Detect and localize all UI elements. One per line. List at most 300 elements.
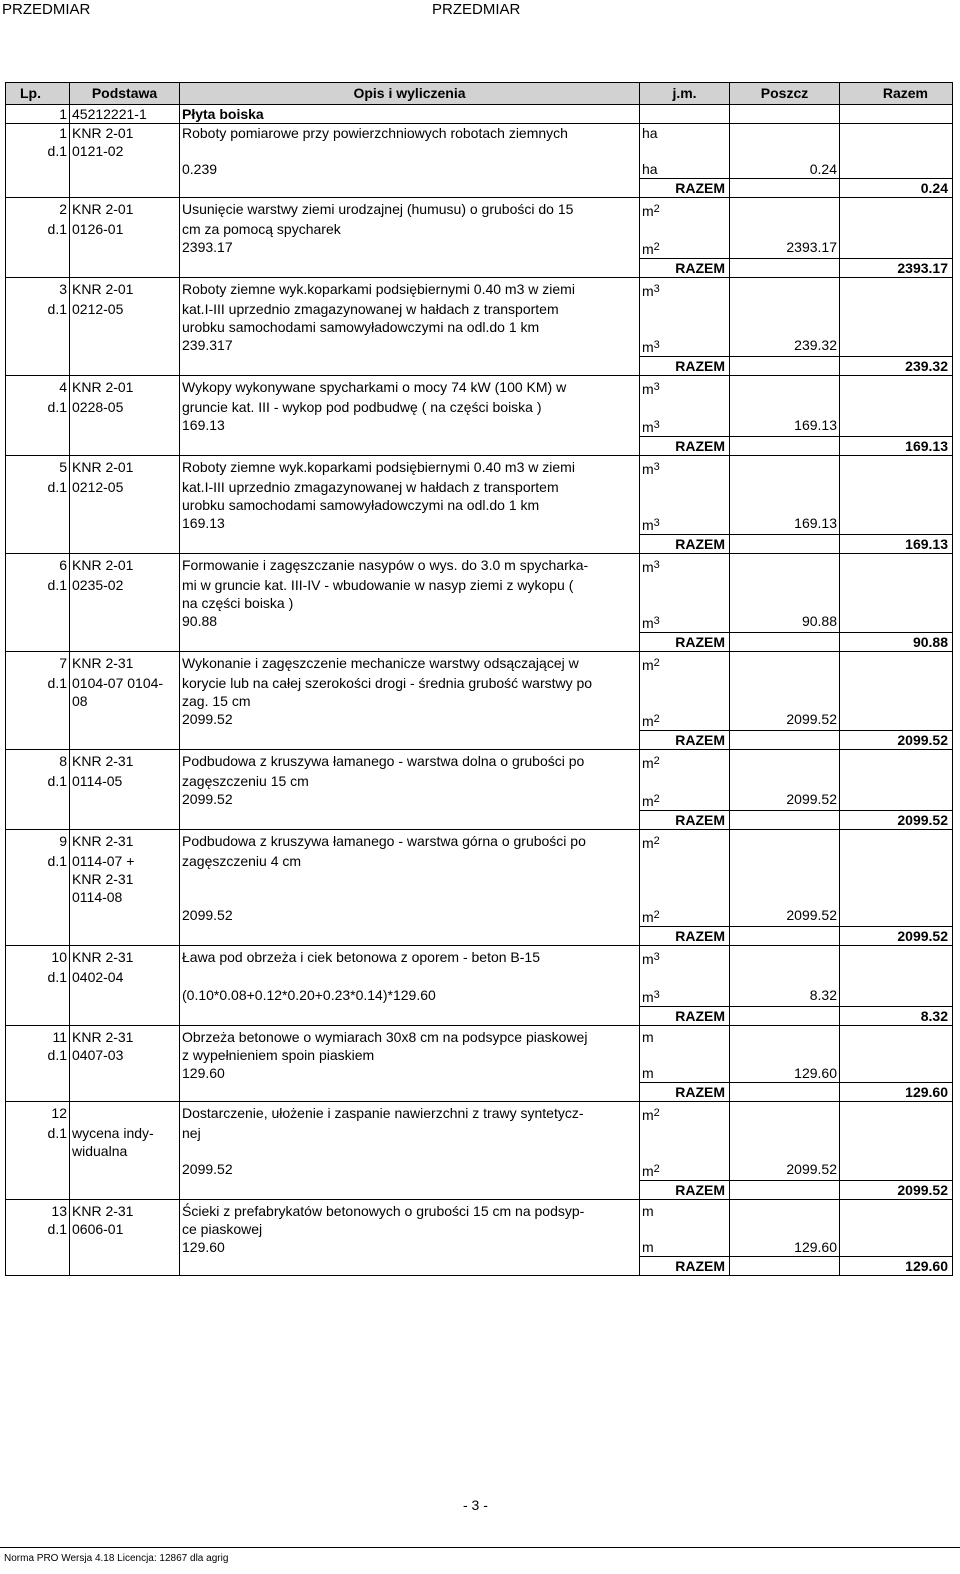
razem-podstawa-empty <box>70 633 180 652</box>
position-poszcz-empty <box>730 1124 840 1142</box>
position-description: zagęszczeniu 15 cm <box>180 772 640 790</box>
calculation-value: 2099.52 <box>730 710 840 731</box>
razem-lp-empty <box>6 179 70 198</box>
position-unit: m <box>640 1026 730 1047</box>
calc-razem-empty <box>840 1238 953 1257</box>
position-row <box>6 496 953 514</box>
position-unit-empty <box>640 772 730 790</box>
calculation-row <box>6 416 953 437</box>
razem-desc-empty <box>180 731 640 750</box>
razem-poszcz-empty <box>730 357 840 376</box>
position-razem-empty <box>840 1124 953 1142</box>
position-lp-sub: d.1 <box>6 968 70 986</box>
header-title-right: PRZEDMIAR <box>432 1 521 18</box>
position-poszcz-empty <box>730 398 840 416</box>
razem-lp-empty <box>6 1257 70 1276</box>
razem-lp-empty <box>6 811 70 830</box>
razem-label: RAZEM <box>640 1181 730 1200</box>
unit-exponent: 3 <box>653 517 660 529</box>
razem-poszcz-empty <box>730 927 840 946</box>
calculation-value: 129.60 <box>730 1064 840 1083</box>
position-podstawa: 0114-07 + <box>70 852 180 870</box>
footer-divider <box>0 1547 960 1548</box>
position-unit-empty <box>640 870 730 888</box>
position-lp-empty <box>6 594 70 612</box>
position-row <box>6 198 953 221</box>
razem-podstawa-empty <box>70 1007 180 1026</box>
position-poszcz-empty <box>730 652 840 675</box>
calculation-formula: 169.13 <box>180 416 640 437</box>
position-description: urobku samochodami samowyładowczymi na odl.do 1 km <box>180 318 640 336</box>
position-row <box>6 220 953 238</box>
header-title-left: PRZEDMIAR <box>2 1 91 18</box>
position-razem-empty <box>840 376 953 399</box>
position-poszcz-empty <box>730 576 840 594</box>
calculation-row <box>6 790 953 811</box>
position-poszcz-empty <box>730 554 840 577</box>
razem-lp-empty <box>6 1007 70 1026</box>
position-razem-empty <box>840 554 953 577</box>
position-razem-empty <box>840 870 953 888</box>
razem-desc-empty <box>180 1181 640 1200</box>
section-lp: 1 <box>6 105 70 124</box>
unit-exponent: 3 <box>653 381 660 393</box>
position-row <box>6 772 953 790</box>
position-lp-sub: d.1 <box>6 220 70 238</box>
position-unit-empty <box>640 142 730 160</box>
razem-desc-empty <box>180 535 640 554</box>
position-podstawa: 0606-01 <box>70 1220 180 1238</box>
calculation-row <box>6 336 953 357</box>
calculation-unit: $m^3$ <box>640 336 730 357</box>
position-podstawa-empty <box>70 496 180 514</box>
razem-poszcz-empty <box>730 179 840 198</box>
position-razem-empty <box>840 1142 953 1160</box>
position-row <box>6 376 953 399</box>
position-row <box>6 946 953 969</box>
razem-poszcz-empty <box>730 437 840 456</box>
calculation-unit: $m^2$ <box>640 790 730 811</box>
position-row <box>6 1102 953 1125</box>
unit-exponent: 3 <box>653 461 660 473</box>
position-podstawa: widualna <box>70 1142 180 1160</box>
calculation-row <box>6 1238 953 1257</box>
position-unit: $m^2$ <box>640 198 730 221</box>
razem-desc-empty <box>180 811 640 830</box>
calculation-unit: m <box>640 1064 730 1083</box>
razem-value: 90.88 <box>840 633 953 652</box>
razem-podstawa-empty <box>70 927 180 946</box>
razem-label: RAZEM <box>640 1007 730 1026</box>
position-row <box>6 478 953 496</box>
calculation-row <box>6 1160 953 1181</box>
calculation-formula: 239.317 <box>180 336 640 357</box>
position-description-empty <box>180 870 640 888</box>
calculation-formula: 2099.52 <box>180 710 640 731</box>
position-podstawa: 0121-02 <box>70 142 180 160</box>
razem-row <box>6 811 953 830</box>
page-number: - 3 - <box>463 1497 488 1513</box>
position-description: na części boiska ) <box>180 594 640 612</box>
table-body <box>6 105 953 1276</box>
calculation-row <box>6 160 953 179</box>
razem-poszcz-empty <box>730 731 840 750</box>
calc-lp-empty <box>6 160 70 179</box>
position-poszcz-empty <box>730 830 840 853</box>
position-podstawa: KNR 2-31 <box>70 750 180 773</box>
razem-lp-empty <box>6 633 70 652</box>
position-unit: $m^3$ <box>640 376 730 399</box>
position-unit: $m^3$ <box>640 278 730 301</box>
position-lp: 1 <box>6 124 70 143</box>
position-description: Wykopy wykonywane spycharkami o mocy 74 kW (100 KM) w <box>180 376 640 399</box>
position-lp-sub: d.1 <box>6 1220 70 1238</box>
position-lp-empty <box>6 870 70 888</box>
position-description: Formowanie i zagęszczanie nasypów o wys. do 3.0 m spycharka- <box>180 554 640 577</box>
position-podstawa: 0212-05 <box>70 478 180 496</box>
position-unit-empty <box>640 852 730 870</box>
razem-label: RAZEM <box>640 437 730 456</box>
razem-row <box>6 927 953 946</box>
unit-exponent: 2 <box>653 909 660 921</box>
position-unit-empty <box>640 398 730 416</box>
position-description: Ława pod obrzeża i ciek betonowa z oporem - beton B-15 <box>180 946 640 969</box>
position-poszcz-empty <box>730 376 840 399</box>
calc-podstawa-empty <box>70 1064 180 1083</box>
position-razem-empty <box>840 496 953 514</box>
razem-poszcz-empty <box>730 1181 840 1200</box>
position-description-empty <box>180 142 640 160</box>
calc-lp-empty <box>6 986 70 1007</box>
calc-razem-empty <box>840 710 953 731</box>
razem-desc-empty <box>180 1083 640 1102</box>
position-podstawa <box>70 1102 180 1125</box>
position-podstawa: 0407-03 <box>70 1046 180 1064</box>
position-podstawa: 0212-05 <box>70 300 180 318</box>
unit-exponent: 2 <box>653 793 660 805</box>
razem-value: 8.32 <box>840 1007 953 1026</box>
position-unit-empty <box>640 220 730 238</box>
calculation-unit: $m^2$ <box>640 1160 730 1181</box>
unit-exponent: 2 <box>653 203 660 215</box>
razem-desc-empty <box>180 927 640 946</box>
calculation-unit: ha <box>640 160 730 179</box>
position-poszcz-empty <box>730 456 840 479</box>
position-podstawa: KNR 2-01 <box>70 278 180 301</box>
position-podstawa-empty <box>70 318 180 336</box>
calculation-value: 0.24 <box>730 160 840 179</box>
calculation-row <box>6 1064 953 1083</box>
position-razem-empty <box>840 968 953 986</box>
position-row <box>6 888 953 906</box>
calc-razem-empty <box>840 514 953 535</box>
position-lp: 6 <box>6 554 70 577</box>
position-unit: $m^3$ <box>640 456 730 479</box>
calc-razem-empty <box>840 238 953 259</box>
position-lp-sub: d.1 <box>6 674 70 692</box>
unit-exponent: 3 <box>653 339 660 351</box>
calc-razem-empty <box>840 336 953 357</box>
unit-exponent: 2 <box>653 713 660 725</box>
unit-exponent: 2 <box>653 835 660 847</box>
calculation-unit: $m^2$ <box>640 238 730 259</box>
razem-label: RAZEM <box>640 927 730 946</box>
calculation-value: 2099.52 <box>730 790 840 811</box>
unit-exponent: 2 <box>653 1107 660 1119</box>
razem-poszcz-empty <box>730 535 840 554</box>
calculation-unit: $m^3$ <box>640 986 730 1007</box>
position-podstawa: KNR 2-01 <box>70 456 180 479</box>
calculation-value: 2393.17 <box>730 238 840 259</box>
position-row <box>6 456 953 479</box>
calculation-value: 8.32 <box>730 986 840 1007</box>
razem-podstawa-empty <box>70 259 180 278</box>
calc-podstawa-empty <box>70 514 180 535</box>
position-description: nej <box>180 1124 640 1142</box>
razem-podstawa-empty <box>70 1257 180 1276</box>
calc-podstawa-empty <box>70 906 180 927</box>
razem-value: 2099.52 <box>840 811 953 830</box>
calculation-formula: 0.239 <box>180 160 640 179</box>
column-header-opis: Opis i wyliczenia <box>180 83 640 105</box>
position-description: kat.I-III uprzednio zmagazynowanej w hałdach z transportem <box>180 300 640 318</box>
position-poszcz-empty <box>730 478 840 496</box>
position-poszcz-empty <box>730 692 840 710</box>
position-razem-empty <box>840 576 953 594</box>
razem-poszcz-empty <box>730 633 840 652</box>
position-description: Roboty ziemne wyk.koparkami podsiębiernymi 0.40 m3 w ziemi <box>180 456 640 479</box>
position-poszcz-empty <box>730 674 840 692</box>
position-poszcz-empty <box>730 870 840 888</box>
calc-lp-empty <box>6 238 70 259</box>
position-unit-empty <box>640 594 730 612</box>
position-razem-empty <box>840 300 953 318</box>
position-row <box>6 1124 953 1142</box>
calc-podstawa-empty <box>70 1160 180 1181</box>
position-lp-empty <box>6 1142 70 1160</box>
calc-razem-empty <box>840 160 953 179</box>
razem-row <box>6 179 953 198</box>
calc-razem-empty <box>840 416 953 437</box>
position-row <box>6 398 953 416</box>
position-poszcz-empty <box>730 496 840 514</box>
position-poszcz-empty <box>730 124 840 143</box>
razem-desc-empty <box>180 633 640 652</box>
position-unit-empty <box>640 576 730 594</box>
razem-poszcz-empty <box>730 1083 840 1102</box>
position-row <box>6 1220 953 1238</box>
position-lp-empty <box>6 496 70 514</box>
position-razem-empty <box>840 456 953 479</box>
razem-label: RAZEM <box>640 633 730 652</box>
position-podstawa: KNR 2-01 <box>70 124 180 143</box>
position-podstawa: KNR 2-31 <box>70 1200 180 1221</box>
razem-podstawa-empty <box>70 811 180 830</box>
calculation-value: 239.32 <box>730 336 840 357</box>
calc-razem-empty <box>840 790 953 811</box>
position-lp-sub: d.1 <box>6 478 70 496</box>
position-unit-empty <box>640 1142 730 1160</box>
position-razem-empty <box>840 398 953 416</box>
position-lp-sub: d.1 <box>6 142 70 160</box>
calc-lp-empty <box>6 1238 70 1257</box>
razem-podstawa-empty <box>70 437 180 456</box>
position-description: ce piaskowej <box>180 1220 640 1238</box>
position-lp: 3 <box>6 278 70 301</box>
position-poszcz-empty <box>730 750 840 773</box>
calculation-value: 129.60 <box>730 1238 840 1257</box>
unit-exponent: 3 <box>653 559 660 571</box>
position-razem-empty <box>840 220 953 238</box>
column-header-lp: Lp. <box>6 83 70 105</box>
razem-row <box>6 357 953 376</box>
position-unit-empty <box>640 1046 730 1064</box>
position-poszcz-empty <box>730 300 840 318</box>
position-description: Roboty ziemne wyk.koparkami podsiębiernymi 0.40 m3 w ziemi <box>180 278 640 301</box>
position-lp-empty <box>6 888 70 906</box>
position-podstawa: KNR 2-31 <box>70 870 180 888</box>
calc-podstawa-empty <box>70 160 180 179</box>
position-description: Roboty pomiarowe przy powierzchniowych robotach ziemnych <box>180 124 640 143</box>
column-header-podstawa: Podstawa <box>70 83 180 105</box>
razem-lp-empty <box>6 437 70 456</box>
footer-license-text: Norma PRO Wersja 4.18 Licencja: 12867 dla agrig <box>4 1553 229 1564</box>
razem-row <box>6 259 953 278</box>
position-razem-empty <box>840 692 953 710</box>
razem-desc-empty <box>180 1257 640 1276</box>
unit-exponent: 3 <box>653 419 660 431</box>
position-lp-empty <box>6 318 70 336</box>
calculation-row <box>6 986 953 1007</box>
razem-lp-empty <box>6 259 70 278</box>
position-podstawa: 0228-05 <box>70 398 180 416</box>
calculation-row <box>6 514 953 535</box>
calc-razem-empty <box>840 1160 953 1181</box>
calc-podstawa-empty <box>70 336 180 357</box>
calculation-value: 169.13 <box>730 514 840 535</box>
unit-exponent: 2 <box>653 755 660 767</box>
position-podstawa: KNR 2-01 <box>70 198 180 221</box>
razem-lp-empty <box>6 1181 70 1200</box>
razem-value: 129.60 <box>840 1083 953 1102</box>
calculation-formula: (0.10*0.08+0.12*0.20+0.23*0.14)*129.60 <box>180 986 640 1007</box>
calculation-formula: 129.60 <box>180 1238 640 1257</box>
position-row <box>6 124 953 143</box>
position-lp: 9 <box>6 830 70 853</box>
razem-podstawa-empty <box>70 731 180 750</box>
position-poszcz-empty <box>730 142 840 160</box>
position-row <box>6 830 953 853</box>
calc-lp-empty <box>6 514 70 535</box>
calc-lp-empty <box>6 906 70 927</box>
razem-row <box>6 1083 953 1102</box>
razem-label: RAZEM <box>640 1257 730 1276</box>
section-empty-razem <box>840 105 953 124</box>
razem-row <box>6 1257 953 1276</box>
razem-lp-empty <box>6 731 70 750</box>
position-lp-sub: d.1 <box>6 398 70 416</box>
position-description: zagęszczeniu 4 cm <box>180 852 640 870</box>
position-description: cm za pomocą spycharek <box>180 220 640 238</box>
position-description: gruncie kat. III - wykop pod podbudwę ( na części boiska ) <box>180 398 640 416</box>
calculation-formula: 90.88 <box>180 612 640 633</box>
position-lp: 12 <box>6 1102 70 1125</box>
razem-podstawa-empty <box>70 535 180 554</box>
position-row <box>6 300 953 318</box>
razem-desc-empty <box>180 179 640 198</box>
position-row <box>6 1026 953 1047</box>
position-podstawa: 0402-04 <box>70 968 180 986</box>
position-poszcz-empty <box>730 888 840 906</box>
position-poszcz-empty <box>730 1220 840 1238</box>
column-header-poszcz: Poszcz <box>730 83 840 105</box>
calculation-unit: $m^2$ <box>640 906 730 927</box>
position-poszcz-empty <box>730 946 840 969</box>
calc-podstawa-empty <box>70 612 180 633</box>
razem-poszcz-empty <box>730 259 840 278</box>
position-razem-empty <box>840 1220 953 1238</box>
position-unit: $m^3$ <box>640 946 730 969</box>
position-lp-sub: d.1 <box>6 1124 70 1142</box>
position-row <box>6 554 953 577</box>
position-podstawa: wycena indy- <box>70 1124 180 1142</box>
position-podstawa-empty <box>70 594 180 612</box>
position-description: z wypełnieniem spoin piaskiem <box>180 1046 640 1064</box>
razem-label: RAZEM <box>640 811 730 830</box>
position-poszcz-empty <box>730 772 840 790</box>
position-description: kat.I-III uprzednio zmagazynowanej w hałdach z transportem <box>180 478 640 496</box>
unit-exponent: 3 <box>653 615 660 627</box>
razem-label: RAZEM <box>640 259 730 278</box>
position-poszcz-empty <box>730 220 840 238</box>
calculation-unit: $m^3$ <box>640 612 730 633</box>
position-razem-empty <box>840 594 953 612</box>
position-lp: 10 <box>6 946 70 969</box>
calc-podstawa-empty <box>70 238 180 259</box>
position-row <box>6 1142 953 1160</box>
position-unit: m <box>640 1200 730 1221</box>
position-row <box>6 1200 953 1221</box>
position-razem-empty <box>840 852 953 870</box>
calc-lp-empty <box>6 416 70 437</box>
unit-exponent: 3 <box>653 283 660 295</box>
position-row <box>6 1046 953 1064</box>
position-razem-empty <box>840 888 953 906</box>
calc-podstawa-empty <box>70 710 180 731</box>
calc-lp-empty <box>6 790 70 811</box>
razem-label: RAZEM <box>640 535 730 554</box>
calculation-formula: 129.60 <box>180 1064 640 1083</box>
position-description: Usunięcie warstwy ziemi urodzajnej (humusu) o grubości do 15 <box>180 198 640 221</box>
calculation-unit: $m^3$ <box>640 416 730 437</box>
position-unit-empty <box>640 496 730 514</box>
position-poszcz-empty <box>730 1142 840 1160</box>
position-lp: 7 <box>6 652 70 675</box>
position-lp-sub: d.1 <box>6 300 70 318</box>
position-razem-empty <box>840 142 953 160</box>
calc-podstawa-empty <box>70 416 180 437</box>
position-description-empty <box>180 968 640 986</box>
calc-lp-empty <box>6 1064 70 1083</box>
position-lp-empty <box>6 692 70 710</box>
razem-desc-empty <box>180 437 640 456</box>
position-podstawa: KNR 2-01 <box>70 376 180 399</box>
position-unit: $m^3$ <box>640 554 730 577</box>
calculation-formula: 2099.52 <box>180 1160 640 1181</box>
position-razem-empty <box>840 674 953 692</box>
position-razem-empty <box>840 1102 953 1125</box>
position-razem-empty <box>840 652 953 675</box>
